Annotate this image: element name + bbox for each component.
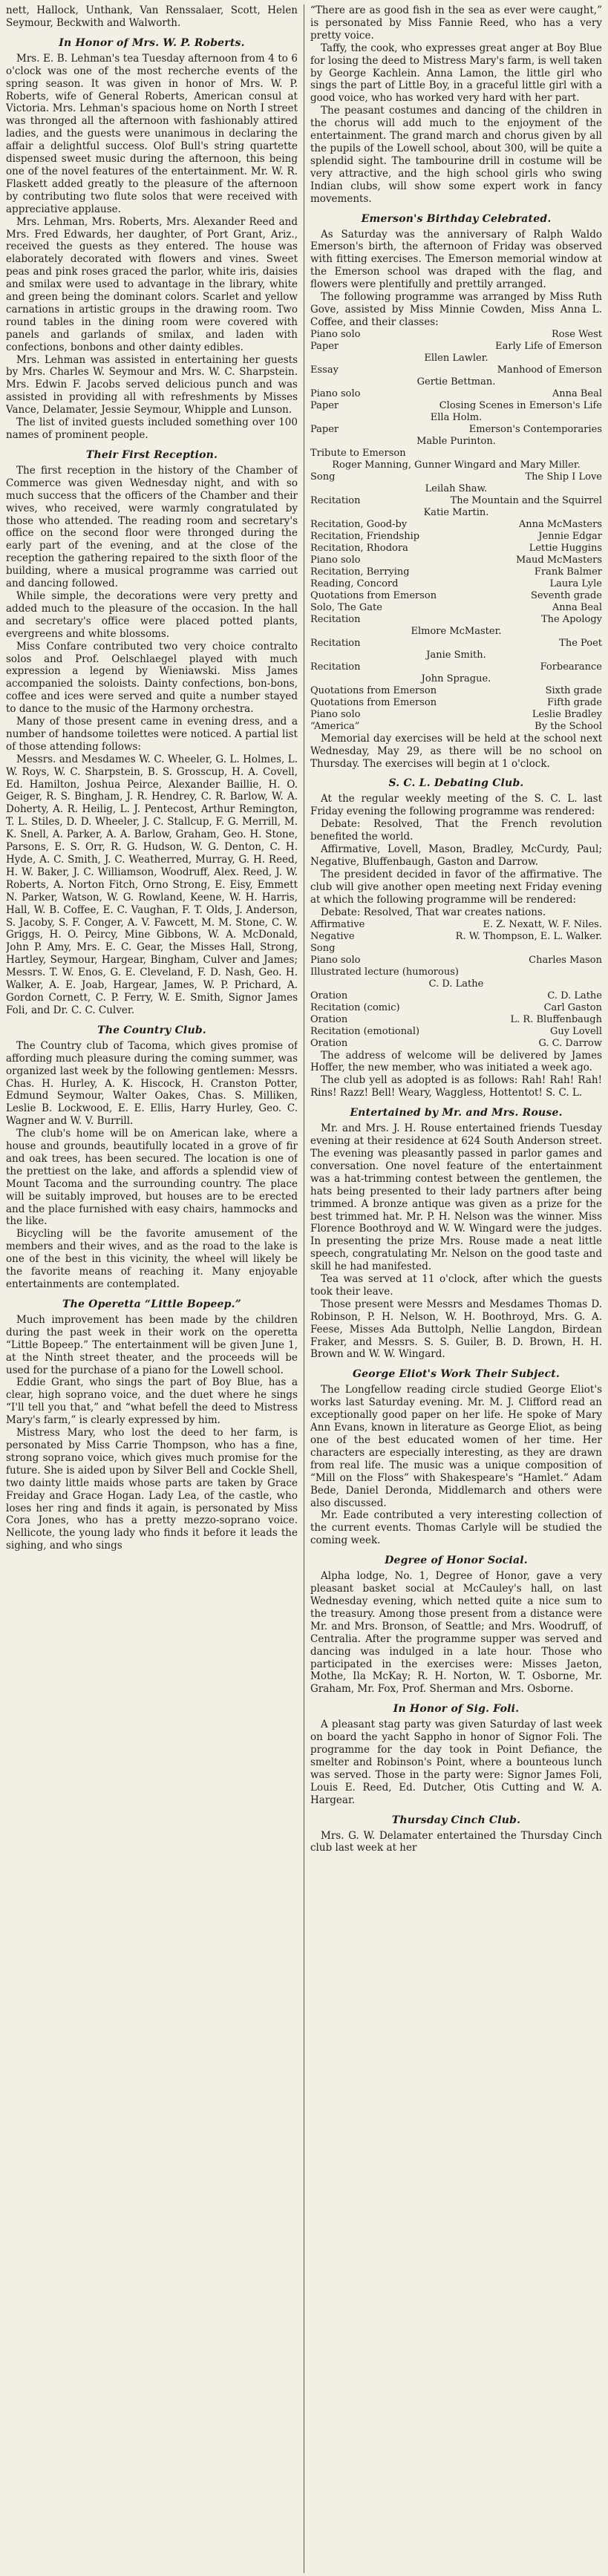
column-right bbox=[310, 4, 602, 2576]
programme-item-performer: Jennie Edgar bbox=[538, 530, 602, 542]
article-paragraph: The president decided in favor of the affirmative. The club will give another open meeting next Friday evening at which the following programme will be rendered: bbox=[310, 868, 602, 906]
programme-item-title: Piano solo bbox=[310, 708, 361, 720]
article-paragraph: Bicycling will be the favorite amusement of the members and their wives, and as the road to the lake is one of the best in this vicinity, the wheel will likely be the favorite means of reaching it. Many enjoyable entertainments are contemplated. bbox=[6, 1228, 298, 1290]
programme-item-title: Paper bbox=[310, 399, 339, 411]
programme-item-performer: The Mountain and the Squirrel bbox=[450, 494, 602, 506]
programme-item bbox=[310, 543, 602, 555]
programme-item bbox=[310, 1026, 602, 1038]
article-headline: The Country Club. bbox=[97, 1024, 206, 1036]
programme-item bbox=[310, 614, 602, 626]
programme-item-title: Tribute to Emerson bbox=[310, 447, 406, 459]
programme-item bbox=[310, 697, 602, 709]
programme-item-performer: Sixth grade bbox=[545, 684, 602, 696]
programme-item-title: Affirmative bbox=[310, 918, 365, 930]
programme-item-performer: L. R. Bluffenbaugh bbox=[510, 1013, 602, 1025]
programme-item-title: Song bbox=[310, 942, 336, 954]
article-paragraph: The address of welcome will be delivered by James Hoffer, the new member, who was initiated a week ago. bbox=[310, 1049, 602, 1074]
programme-item-performer: Forbearance bbox=[540, 661, 602, 673]
article-paragraph: A pleasant stag party was given Saturday of last week on board the yacht Sappho in honor of Signor Foli. The programme for the day took in Point Defiance, the smelter and Robinson's Point, where a bounteous lunch was served. Those in the party were: Signor James Foli, Louis E. Reed, Ed. Dutcher, Otis Cutting and W. A. Hargear. bbox=[310, 1719, 602, 1806]
programme-item-title: Piano solo bbox=[310, 388, 361, 399]
programme-item-title: Paper bbox=[310, 340, 339, 352]
programme-item-title: “America” bbox=[310, 720, 360, 732]
article-paragraph: Debate: Resolved, That war creates nations. bbox=[321, 906, 546, 918]
programme-performer: Elmore McMaster. bbox=[411, 625, 502, 637]
article-headline: The Operetta “Little Bopeep.” bbox=[62, 1298, 241, 1310]
programme-item bbox=[310, 519, 602, 531]
article-headline: Entertained by Mr. and Mrs. Rouse. bbox=[350, 1107, 563, 1119]
programme-item-performer: Guy Lovell bbox=[549, 1025, 602, 1037]
article-paragraph: Much improvement has been made by the children during the past week in their work on the operetta “Little Bopeep.” The entertainment will be given June 1, at the Ninth street theater, and the proceeds will be used for the purchase of a piano for the Lowell school. bbox=[6, 1313, 298, 1376]
article-paragraph: Affirmative, Lovell, Mason, Bradley, McCurdy, Paul; Negative, Bluffenbaugh, Gaston and Darrow. bbox=[310, 843, 602, 868]
article-paragraph: Alpha lodge, No. 1, Degree of Honor, gave a very pleasant basket social at McCauley's hall, on last Wednesday evening, which netted quite a nice sum to the treasury. Among those present from a distance were Mr. and Mrs. Bronson, of Seattle; and Mrs. Woodruff, of Centralia. After the programme supper was served and dancing was indulged in a late hour. Those who participated in the exercises were: Misses Jaeton, Mothe, Ila McKay; R. H. Norton, W. T. Osborne, Mr. Graham, Mr. Fox, Prof. Sherman and Mrs. Osborne. bbox=[310, 1570, 602, 1696]
programme-item bbox=[310, 685, 602, 697]
programme-item-title: Oration bbox=[310, 1037, 348, 1049]
programme-item bbox=[310, 1014, 602, 1026]
article-headline: In Honor of Sig. Foli. bbox=[393, 1703, 520, 1716]
programme-item-performer: Anna Beal bbox=[552, 388, 602, 399]
article-paragraph: Eddie Grant, who sings the part of Boy Blue, has a clear, high soprano voice, and the duet where he sings “I'll tell you that,” and “what befell the deed to Mistress Mary's farm,” is clearly expressed by him. bbox=[6, 1376, 298, 1427]
article-headline: Degree of Honor Social. bbox=[385, 1555, 528, 1567]
programme-item bbox=[310, 329, 602, 341]
article-paragraph: nett, Hallock, Unthank, Van Renssalaer, Scott, Helen Seymour, Beckwith and Walworth. bbox=[6, 4, 298, 29]
programme-item-performer: Anna McMasters bbox=[518, 518, 602, 530]
programme-item bbox=[310, 448, 602, 460]
programme-item bbox=[310, 341, 602, 353]
programme-item bbox=[310, 955, 602, 967]
programme-item bbox=[310, 578, 602, 590]
programme-item-performer: Early Life of Emerson bbox=[495, 340, 602, 352]
programme-item bbox=[310, 1038, 602, 1050]
programme-item-title: Illustrated lecture (humorous) bbox=[310, 966, 459, 978]
programme-item-performer: Emerson's Contemporaries bbox=[468, 423, 602, 435]
programme-item bbox=[310, 400, 602, 412]
article-paragraph: As Saturday was the anniversary of Ralph Waldo Emerson's birth, the afternoon of Friday was observed with fitting exercises. The Emerson memorial window at the Emerson school was draped with the flag, and flowers were plentifully and prettily arranged. bbox=[310, 228, 602, 291]
programme-performer: Ella Holm. bbox=[430, 411, 483, 423]
article-paragraph: The club's home will be on American lake, where a house and grounds, beautifully located in a grove of fir and oak trees, has been secured. The location is one of the prettiest on the lake, and affords a splendid view of Mount Tacoma and the surrounding country. The place will be suitably improved, but houses are to be erected and the place furnished with easy chairs, hammocks and the like. bbox=[6, 1128, 298, 1228]
article-headline: Emerson's Birthday Celebrated. bbox=[361, 212, 552, 225]
programme-item-performer: G. C. Darrow bbox=[538, 1037, 602, 1049]
programme-item bbox=[310, 495, 602, 507]
programme-item-performer: Frank Balmer bbox=[534, 566, 602, 578]
programme-item bbox=[310, 566, 602, 578]
programme-item-performer: C. D. Lathe bbox=[547, 990, 602, 1001]
programme-item-performer: The Apology bbox=[540, 613, 602, 625]
programme-item-title: Reading, Concord bbox=[310, 578, 399, 589]
programme-item-performer: Manhood of Emerson bbox=[497, 364, 602, 376]
programme-item-title: Recitation (emotional) bbox=[310, 1025, 420, 1037]
programme-item-title: Quotations from Emerson bbox=[310, 589, 437, 601]
programme-list bbox=[310, 919, 602, 1050]
programme-item bbox=[310, 531, 602, 543]
programme-performer: Mable Purinton. bbox=[416, 435, 496, 447]
article-paragraph: Mr. Eade contributed a very interesting collection of the current events. Thomas Carlyle will be studied the coming week. bbox=[310, 1509, 602, 1547]
article-paragraph: Mrs. E. B. Lehman's tea Tuesday afternoon from 4 to 6 o'clock was one of the most recherche events of the spring season. It was given in honor of Mrs. W. P. Roberts, wife of General Roberts, American consul at Victoria. Mrs. Lehman's spacious home on North I street was thronged all the afternoon with fashionably attired ladies, and the guests were unanimous in declaring the affair a delightful success. Olof Bull's string quartette dispensed sweet music during the afternoon, this being one of the novel features of the entertainment. Mr. W. R. Flaskett added greatly to the pleasure of the afternoon by contributing two flute solos that were received with appreciative applause. bbox=[6, 52, 298, 215]
programme-performer: Janie Smith. bbox=[426, 649, 486, 661]
programme-item-performer: Carl Gaston bbox=[543, 1001, 602, 1013]
article-paragraph: While simple, the decorations were very pretty and added much to the pleasure of the occasion. In the hall and secretary's office were placed potted plants, evergreens and white blossoms. bbox=[6, 589, 298, 640]
programme-item-title: Oration bbox=[310, 1013, 348, 1025]
programme-item-title: Recitation (comic) bbox=[310, 1001, 400, 1013]
programme-item-title: Quotations from Emerson bbox=[310, 696, 437, 708]
programme-item bbox=[310, 638, 602, 650]
article-paragraph: “There are as good fish in the sea as ever were caught,” is personated by Miss Fannie Reed, who has a very pretty voice. bbox=[310, 4, 602, 42]
article-paragraph: Mrs. Lehman was assisted in entertaining her guests by Mrs. Charles W. Seymour and Mrs. W. C. Sharpstein. Mrs. Edwin F. Jacobs served delicious punch and was assisted in providing all with refreshments by Misses Vance, Delamater, Jessie Seymour, Whipple and Lunson. bbox=[6, 353, 298, 416]
programme-item-performer: Charles Mason bbox=[529, 954, 602, 966]
programme-item-performer: The Poet bbox=[559, 637, 602, 649]
programme-item bbox=[310, 990, 602, 1002]
programme-item-performer: Seventh grade bbox=[530, 589, 602, 601]
programme-item-title: Recitation, Good-by bbox=[310, 518, 408, 530]
programme-performer: John Sprague. bbox=[421, 673, 491, 684]
programme-performer: C. D. Lathe bbox=[428, 978, 484, 990]
programme-item bbox=[310, 919, 602, 931]
programme-item-performer: Closing Scenes in Emerson's Life bbox=[439, 399, 602, 411]
programme-item-performer: Fifth grade bbox=[546, 696, 602, 708]
programme-item-performer: R. W. Thompson, E. L. Walker. bbox=[455, 930, 602, 942]
article-paragraph: Mistress Mary, who lost the deed to her farm, is personated by Miss Carrie Thompson, who has a fine, strong soprano voice, which gives much promise for the future. She is aided upon by Silver Bell and Cockle Shell, two dainty little maids whose parts are taken by Grace Freiday and Grace Hogan. Lady Lea, of the castle, who loses her ring and finds it again, is personated by Miss Cora Jones, who has a pretty mezzo-soprano voice. Nellicote, the young lady who finds it before it leads the sighing, and who sings bbox=[6, 1427, 298, 1552]
article-paragraph: At the regular weekly meeting of the S. C. L. last Friday evening the following programme was rendered: bbox=[310, 793, 602, 818]
programme-performer: Gertie Bettman. bbox=[416, 376, 496, 388]
article-paragraph: Mr. and Mrs. J. H. Rouse entertained friends Tuesday evening at their residence at 624 South Anderson street. The evening was pleasantly passed in parlor games and conversation. One novel feature of the entertainment was a hat-trimming contest between the gentlemen, the hats being presented to their lady partners after being trimmed. A bronze antique was given as a prize for the best trimmed hat. Mr. P. H. Nelson was the winner. Miss Florence Boothroyd and W. W. Wingard were the judges. In presenting the prize Mrs. Rouse made a neat little speech, congratulating Mr. Nelson on the good taste and skill he had manifested. bbox=[310, 1122, 602, 1273]
programme-item-performer: Lettie Huggins bbox=[529, 542, 602, 554]
programme-item-performer: Maud McMasters bbox=[515, 554, 602, 566]
programme-item bbox=[310, 590, 602, 602]
programme-item-title: Piano solo bbox=[310, 328, 361, 340]
programme-item bbox=[310, 1002, 602, 1014]
programme-item-performer: Leslie Bradley bbox=[532, 708, 602, 720]
article-paragraph: Messrs. and Mesdames W. C. Wheeler, G. L. Holmes, L. W. Roys, W. C. Sharpstein, B. S. Grosscup, H. A. Covell, Ed. Hamilton, Joshua Peirce, Alexander Baillie, H. O. Geiger, R. S. Bingham, J. R. Hendrey, C. R. Barlow, W. A. Doherty, A. R. Heilig, L. J. Pentecost, Arthur Remington, T. L. Stiles, D. D. Wheeler, J. C. Stallcup, F. G. Merrill, M. K. Snell, A. Parker, A. A. Barlow, Graham, Geo. H. Stone, Parsons, E. S. Orr, R. G. Hudson, W. G. Denton, C. H. Hyde, A. C. Smith, J. C. Weatherred, Murray, G. H. Reed, H. W. Baker, J. C. Williamson, Woodruff, Alex. Reed, J. W. Roberts, A. Norton Fitch, Orno Strong, E. Eisy, Emmett N. Parker, Watson, W. G. Rowland, Keene, W. H. Harris, Hall, W. B. Coffee, E. C. Vaughan, F. T. Olds, J. Anderson, S. Jacoby, S. F. Conger, A. V. Fawcett, M. M. Stone, C. W. Griggs, H. O. Peircy, Mine Gibbons, W. A. McDonald, John P. Amy, Mrs. E. C. Gear, the Misses Hall, Strong, Hartley, Seymour, Hargear, Bingham, Culver and James; Messrs. T. W. Enos, G. E. Cleveland, F. D. Nash, Geo. H. Walker, A. E. Joab, Hargear, James, W. P. Prichard, A. Gordon Cornett, C. P. Ferry, W. E. Smith, Signor James Foli, and Dr. C. C. Culver. bbox=[6, 753, 298, 1016]
programme-performer: Leilah Shaw. bbox=[425, 483, 488, 494]
article-paragraph: The peasant costumes and dancing of the children in the chorus will add much to the enjoyment of the entertainment. The grand march and chorus given by all the pupils of the Lowell school, about 300, will be quite a splendid sight. The tambourine drill in costume will be very attractive, and the high school girls who swing Indian clubs, will show some expert work in fancy movements. bbox=[310, 105, 602, 205]
article-paragraph: The following programme was arranged by Miss Ruth Gove, assisted by Miss Minnie Cowden, Miss Anna L. Coffee, and their classes: bbox=[310, 291, 602, 328]
programme-item-title: Oration bbox=[310, 990, 348, 1001]
programme-item bbox=[310, 602, 602, 614]
article-paragraph: The first reception in the history of the Chamber of Commerce was given Wednesday night, and with so much success that the officers of the Chamber and their wives, who received, were warmly congratulated by those who attended. The reading room and secretary's office on the second floor were thronged during the early part of the evening, and at the close of the reception the gathering repaired to the sixth floor of the building, where a musical programme was carried out and dancing followed. bbox=[6, 464, 298, 590]
programme-item-performer: Anna Beal bbox=[552, 601, 602, 613]
article-headline: In Honor of Mrs. W. P. Roberts. bbox=[59, 36, 245, 49]
programme-item-performer: E. Z. Nexatt, W. F. Niles. bbox=[483, 918, 602, 930]
article-paragraph: The Longfellow reading circle studied George Eliot's works last Saturday evening. Mr. M. J. Clifford read an exceptionally good paper on her life. He spoke of Mary Ann Evans, known in literature as George Eliot, as being one of the best educated women of her time. Her characters are especially interesting, as they are drawn from real life. The music was a unique composition of “Mill on the Floss” with Shakespeare's “Hamlet.” Adam Bede, Daniel Deronda, Middlemarch and others were also discussed. bbox=[310, 1384, 602, 1509]
article-paragraph: Miss Confare contributed two very choice contralto solos and Prof. Oelschlaegel played with much expression a legend by Wieniawski. Miss James accompanied the soloists. Dainty confections, bon-bons, coffee and ices were served and quite a number stayed to dance to the music of the Harmony orchestra. bbox=[6, 640, 298, 716]
column-left bbox=[6, 4, 298, 2576]
article-paragraph: Mrs. G. W. Delamater entertained the Thursday Cinch club last week at her bbox=[310, 1829, 602, 1854]
programme-item-performer: By the School bbox=[535, 720, 602, 732]
programme-item bbox=[310, 388, 602, 400]
programme-item bbox=[310, 721, 602, 733]
programme-item-title: Solo, The Gate bbox=[310, 601, 382, 613]
programme-item-performer: Rose West bbox=[551, 328, 602, 340]
article-headline: Thursday Cinch Club. bbox=[391, 1814, 521, 1826]
article-paragraph: Mrs. Lehman, Mrs. Roberts, Mrs. Alexander Reed and Mrs. Fred Edwards, her daughter, of Port Grant, Ariz., received the guests as they entered. The house was elaborately decorated with flowers and vines. Sweet peas and pink roses graced the parlor, white iris, daisies and smilax were used to advantage in the library, white and green being the dominant colors. Scarlet and yellow carnations in artistic groups in the drawing room. Two round tables in the dining room were covered with panels and garlands of smilax, and laden with confections, bonbons and other dainty edibles. bbox=[6, 215, 298, 353]
programme-item bbox=[310, 943, 602, 955]
programme-item-title: Piano solo bbox=[310, 954, 361, 966]
programme-item bbox=[310, 555, 602, 566]
article-paragraph: The club yell as adopted is as follows: Rah! Rah! Rah! Rins! Razz! Bell! Weary, Waggless, Hottentot! S. C. L. bbox=[310, 1074, 602, 1099]
article-paragraph: Debate: Resolved, That the French revolution benefited the world. bbox=[310, 818, 602, 843]
programme-item-performer: The Ship I Love bbox=[525, 471, 602, 483]
programme-item-title: Quotations from Emerson bbox=[310, 684, 437, 696]
programme-item bbox=[310, 709, 602, 721]
programme-item-title: Negative bbox=[310, 930, 355, 942]
article-paragraph: Those present were Messrs and Mesdames Thomas D. Robinson, P. H. Nelson, W. H. Boothroyd, Mrs. G. A. Feese, Misses Ada Buttolph, Nellie Langdon, Birdean Fraker, and Messrs. S. S. Guiler, B. D. Brown, H. H. Brown and W. W. Wingard. bbox=[310, 1298, 602, 1361]
article-paragraph: The Country club of Tacoma, which gives promise of affording much pleasure during the coming summer, was organized last week by the following gentlemen: Messrs. Chas. H. Hurley, A. K. Hiscock, H. Cranston Potter, Edmund Seymour, Walter Oakes, Chas. S. Milliken, Leslie B. Lockwood, E. E. Ellis, Harry Hurley, Geo. C. Wagner and W. V. Burrill. bbox=[6, 1039, 298, 1128]
article-headline: Their First Reception. bbox=[85, 448, 218, 461]
programme-item bbox=[310, 967, 602, 978]
programme-item-performer: Laura Lyle bbox=[549, 578, 602, 589]
article-paragraph: Memorial day exercises will be held at the school next Wednesday, May 29, as there will be no school on Thursday. The exercises will begin at 1 o'clock. bbox=[310, 732, 602, 770]
article-paragraph: Taffy, the cook, who expresses great anger at Boy Blue for losing the deed to Mistress Mary's farm, is well taken by George Kachlein. Anna Lamon, the little girl who sings the part of Little Boy, in a graceful little girl with a good voice, who has worked very hard with her part. bbox=[310, 42, 602, 105]
programme-item-title: Recitation bbox=[310, 637, 361, 649]
programme-item-title: Recitation bbox=[310, 661, 361, 673]
programme-item bbox=[310, 471, 602, 483]
programme-item-title: Recitation, Rhodora bbox=[310, 542, 408, 554]
programme-performer: Ellen Lawler. bbox=[424, 352, 488, 364]
programme-list bbox=[310, 329, 602, 733]
article-paragraph: The list of invited guests included something over 100 names of prominent people. bbox=[6, 416, 298, 441]
programme-item-title: Recitation bbox=[310, 613, 361, 625]
article-paragraph: Many of those present came in evening dress, and a number of handsome toilettes were noticed. A partial list of those attending follows: bbox=[6, 716, 298, 753]
programme-item-title: Recitation, Friendship bbox=[310, 530, 420, 542]
article-paragraph: Tea was served at 11 o'clock, after which the guests took their leave. bbox=[310, 1273, 602, 1298]
article-headline: S. C. L. Debating Club. bbox=[388, 777, 524, 790]
programme-item bbox=[310, 931, 602, 943]
programme-item-title: Paper bbox=[310, 423, 339, 435]
programme-item bbox=[310, 365, 602, 376]
programme-item-title: Recitation bbox=[310, 494, 361, 506]
programme-item-title: Piano solo bbox=[310, 554, 361, 566]
programme-item-title: Recitation, Berrying bbox=[310, 566, 410, 578]
programme-item bbox=[310, 424, 602, 436]
programme-item-title: Song bbox=[310, 471, 336, 483]
programme-item-title: Essay bbox=[310, 364, 339, 376]
programme-performer: Katie Martin. bbox=[423, 506, 489, 518]
article-headline: George Eliot's Work Their Subject. bbox=[353, 1368, 560, 1381]
programme-performer: Roger Manning, Gunner Wingard and Mary Miller. bbox=[332, 459, 581, 471]
programme-item bbox=[310, 661, 602, 673]
